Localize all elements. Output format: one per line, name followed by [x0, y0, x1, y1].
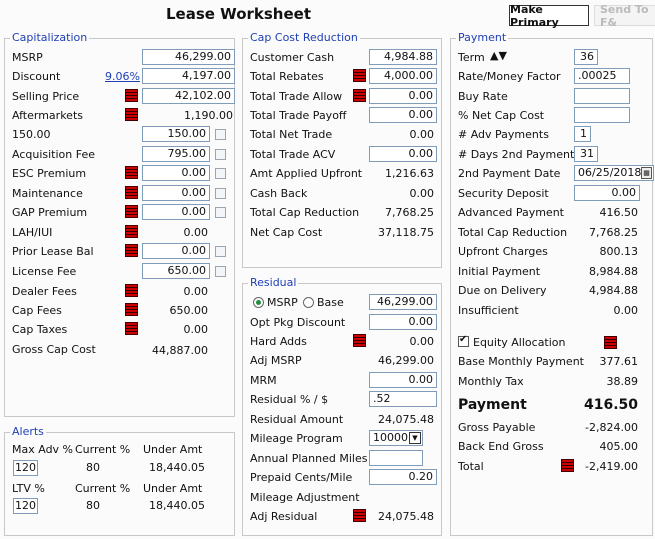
initial-payment-value: 8,984.88 — [589, 265, 638, 278]
adv-payments-input[interactable]: 1 — [574, 126, 591, 142]
max-adv-current-label: Current % — [75, 443, 131, 456]
msrp-label: MSRP — [12, 51, 43, 64]
residual-legend: Residual — [250, 276, 297, 289]
maintenance-label: Maintenance — [12, 187, 83, 200]
esc-premium-checkbox[interactable] — [215, 168, 226, 179]
max-adv-label: Max Adv % — [12, 443, 74, 456]
back-end-gross-value: 405.00 — [599, 440, 638, 453]
back-end-gross-label: Back End Gross — [458, 440, 544, 453]
dealer-fees-label: Dealer Fees — [12, 285, 77, 298]
due-on-delivery-value: 4,984.88 — [589, 284, 638, 297]
selling-price-label: Selling Price — [12, 90, 80, 103]
upfront-charges-label: Upfront Charges — [458, 245, 548, 258]
prepaid-cents-label: Prepaid Cents/Mile — [250, 471, 353, 484]
gap-calculator-icon[interactable] — [125, 205, 138, 218]
capitalization-legend: Capitalization — [12, 31, 88, 44]
amt-upfront-value: 1,216.63 — [385, 167, 434, 180]
lah-label: LAH/IUI — [12, 226, 53, 239]
license-fee-label: License Fee — [12, 265, 77, 278]
trade-payoff-input[interactable]: 0.00 — [369, 107, 437, 123]
rate-input[interactable]: .00025 — [574, 68, 630, 84]
selling-price-calculator-icon[interactable] — [125, 89, 138, 102]
acquisition-fee-label: Acquisition Fee — [12, 148, 96, 161]
ltv-current-value: 80 — [86, 499, 100, 512]
cash-back-label: Cash Back — [250, 187, 308, 200]
equity-allocation-calculator-icon[interactable] — [604, 336, 617, 349]
dealer-fees-value: 0.00 — [183, 285, 208, 298]
residual-base-input[interactable]: 46,299.00 — [369, 294, 437, 310]
base-radio-label: Base — [317, 296, 344, 309]
security-deposit-label: Security Deposit — [458, 187, 549, 200]
ltv-input[interactable]: 120 — [15, 499, 36, 512]
trade-acv-label: Total Trade ACV — [250, 148, 336, 161]
annual-miles-label: Annual Planned Miles — [250, 452, 368, 465]
max-adv-under-label: Under Amt — [143, 443, 203, 456]
opt-pkg-input[interactable]: 0.00 — [369, 314, 437, 330]
equity-allocation-label: Equity Allocation — [473, 336, 566, 349]
rate-label: Rate/Money Factor — [458, 70, 561, 83]
gross-cap-cost-label: Gross Cap Cost — [12, 343, 96, 356]
maintenance-input[interactable]: 0.00 — [142, 185, 210, 201]
base-monthly-payment-value: 377.61 — [599, 355, 638, 368]
ltv-current-label: Current % — [75, 482, 131, 495]
esc-premium-label: ESC Premium — [12, 167, 87, 180]
total-cap-reduction-label: Total Cap Reduction — [250, 206, 360, 219]
annual-miles-input[interactable] — [369, 450, 423, 466]
prepaid-cents-input[interactable]: 0.20 — [369, 469, 437, 485]
lah-value: 0.00 — [183, 226, 208, 239]
ltv-label: LTV % — [12, 482, 45, 495]
cap-cost-reduction-legend: Cap Cost Reduction — [250, 31, 358, 44]
net-trade-value: 0.00 — [409, 128, 434, 141]
chevron-down-icon[interactable]: ▼ — [409, 432, 421, 444]
max-adv-under-value: 18,440.05 — [149, 461, 205, 474]
trade-allow-label: Total Trade Allow — [250, 90, 343, 103]
days-2nd-payment-label: # Days 2nd Payment — [458, 148, 575, 161]
license-fee-checkbox[interactable] — [215, 266, 226, 277]
net-cap-cost-value: 37,118.75 — [378, 226, 434, 239]
esc-premium-input[interactable]: 0.00 — [142, 165, 210, 181]
total-rebates-input[interactable]: 4,000.00 — [369, 68, 437, 84]
maintenance-checkbox[interactable] — [215, 188, 226, 199]
ltv-under-value: 18,440.05 — [149, 499, 205, 512]
make-primary-button[interactable]: Make Primary — [509, 5, 589, 26]
selling-price-input[interactable]: 42,102.00 — [142, 88, 235, 104]
gap-premium-input[interactable]: 0.00 — [142, 204, 210, 220]
mileage-program-select[interactable] — [369, 430, 423, 446]
total-cap-reduction-value: 7,768.25 — [385, 206, 434, 219]
upfront-charges-value: 800.13 — [599, 245, 638, 258]
max-adv-current-value: 80 — [86, 461, 100, 474]
acquisition-fee-checkbox[interactable] — [215, 149, 226, 160]
residual-pct-input[interactable]: .52 — [369, 391, 437, 407]
aftermarkets-label: Aftermarkets — [12, 109, 83, 122]
initial-payment-label: Initial Payment — [458, 265, 541, 278]
page-title: Lease Worksheet — [166, 5, 311, 23]
insufficient-value: 0.00 — [613, 304, 638, 317]
gross-payable-value: -2,824.00 — [585, 421, 638, 434]
amt-upfront-label: Amt Applied Upfront — [250, 167, 363, 180]
mrm-label: MRM — [250, 374, 277, 387]
buy-rate-input[interactable] — [574, 88, 630, 104]
mileage-adjustment-label: Mileage Adjustment — [250, 491, 360, 504]
residual-pct-label: Residual % / $ — [250, 393, 329, 406]
customer-cash-label: Customer Cash — [250, 51, 335, 64]
cash-back-value: 0.00 — [409, 187, 434, 200]
base-monthly-payment-label: Base Monthly Payment — [458, 355, 584, 368]
trade-payoff-label: Total Trade Payoff — [250, 109, 347, 122]
net-cap-pct-label: % Net Cap Cost — [458, 109, 545, 122]
payment-total-cap-reduction-label: Total Cap Reduction — [458, 226, 568, 239]
send-to-fi-button[interactable]: Send To F& — [594, 5, 655, 26]
prior-lease-input[interactable]: 0.00 — [142, 243, 210, 259]
monthly-tax-label: Monthly Tax — [458, 375, 524, 388]
total-value: -2,419.00 — [585, 460, 638, 473]
trade-allow-calculator-icon[interactable] — [353, 89, 366, 102]
prior-lease-calculator-icon[interactable] — [125, 244, 138, 257]
maintenance-calculator-icon[interactable] — [125, 186, 138, 199]
mrm-input[interactable]: 0.00 — [369, 372, 437, 388]
buy-rate-label: Buy Rate — [458, 90, 508, 103]
total-rebates-label: Total Rebates — [250, 70, 324, 83]
mileage-program-label: Mileage Program — [250, 432, 343, 445]
cap-taxes-label: Cap Taxes — [12, 323, 68, 336]
advanced-payment-label: Advanced Payment — [458, 206, 564, 219]
insufficient-label: Insufficient — [458, 304, 519, 317]
total-label: Total — [458, 460, 484, 473]
net-trade-label: Total Net Trade — [250, 128, 333, 141]
2nd-payment-date-label: 2nd Payment Date — [458, 167, 561, 180]
payment-amount-label: Payment — [458, 397, 527, 413]
adj-msrp-value: 46,299.00 — [378, 354, 434, 367]
payment-total-cap-reduction-value: 7,768.25 — [589, 226, 638, 239]
alerts-legend: Alerts — [12, 425, 44, 438]
security-deposit-input[interactable]: 0.00 — [574, 185, 640, 201]
residual-amount-value: 24,075.48 — [378, 413, 434, 426]
trade-allow-input[interactable]: 0.00 — [369, 88, 437, 104]
gross-cap-cost-value: 44,887.00 — [152, 344, 208, 357]
discount-percent-link[interactable]: 9.06% — [105, 70, 140, 83]
msrp-radio-label: MSRP — [267, 296, 298, 309]
hard-adds-label: Hard Adds — [250, 335, 307, 348]
term-input[interactable]: 36 — [574, 49, 598, 65]
equity-allocation-checkbox[interactable] — [458, 336, 469, 347]
item-150-checkbox[interactable] — [215, 129, 226, 140]
gap-premium-checkbox[interactable] — [215, 207, 226, 218]
license-fee-input[interactable]: 650.00 — [142, 263, 210, 279]
rebates-calculator-icon[interactable] — [353, 69, 366, 82]
term-label: Term — [458, 51, 485, 64]
discount-input[interactable]: 4,197.00 — [142, 68, 235, 84]
adj-residual-label: Adj Residual — [250, 510, 318, 523]
esc-calculator-icon[interactable] — [125, 166, 138, 179]
advanced-payment-value: 416.50 — [599, 206, 638, 219]
discount-label: Discount — [12, 70, 61, 83]
ltv-under-label: Under Amt — [143, 482, 203, 495]
days-2nd-payment-input[interactable]: 31 — [574, 146, 598, 162]
due-on-delivery-label: Due on Delivery — [458, 284, 547, 297]
customer-cash-input[interactable]: 4,984.88 — [369, 49, 437, 65]
prior-lease-label: Prior Lease Bal — [12, 245, 94, 258]
adj-residual-value: 24,075.48 — [378, 510, 434, 523]
msrp-radio[interactable] — [253, 297, 264, 308]
acquisition-fee-input[interactable]: 795.00 — [142, 146, 210, 162]
base-radio[interactable] — [303, 297, 314, 308]
aftermarkets-calculator-icon[interactable] — [125, 108, 138, 121]
net-cap-cost-label: Net Cap Cost — [250, 226, 323, 239]
2nd-payment-date-value: 06/25/2018 — [578, 166, 642, 179]
cap-taxes-value: 0.00 — [183, 323, 208, 336]
item-150-input[interactable]: 150.00 — [142, 126, 210, 142]
adv-payments-label: # Adv Payments — [458, 128, 549, 141]
calendar-icon[interactable]: ▦ — [641, 167, 652, 179]
trade-acv-input[interactable]: 0.00 — [369, 146, 437, 162]
item-150-label: 150.00 — [12, 128, 51, 141]
hard-adds-value: 0.00 — [409, 335, 434, 348]
prior-lease-checkbox[interactable] — [215, 246, 226, 257]
adj-msrp-label: Adj MSRP — [250, 354, 302, 367]
cap-fees-value: 650.00 — [169, 304, 208, 317]
gross-payable-label: Gross Payable — [458, 421, 536, 434]
opt-pkg-label: Opt Pkg Discount — [250, 316, 346, 329]
cap-fees-label: Cap Fees — [12, 304, 62, 317]
residual-amount-label: Residual Amount — [250, 413, 344, 426]
monthly-tax-value: 38.89 — [606, 375, 638, 388]
msrp-input[interactable]: 46,299.00 — [142, 49, 235, 65]
term-up-down-icon[interactable]: ▲▼ — [490, 49, 507, 62]
aftermarkets-value: 1,190.00 — [184, 109, 233, 122]
2nd-payment-date-input[interactable] — [574, 165, 654, 181]
payment-legend: Payment — [458, 31, 507, 44]
payment-amount-value: 416.50 — [583, 397, 638, 413]
gap-premium-label: GAP Premium — [12, 206, 88, 219]
net-cap-pct-input[interactable] — [574, 107, 630, 123]
mileage-program-value: 10000 — [373, 431, 408, 444]
max-adv-input[interactable]: 120 — [15, 461, 36, 474]
